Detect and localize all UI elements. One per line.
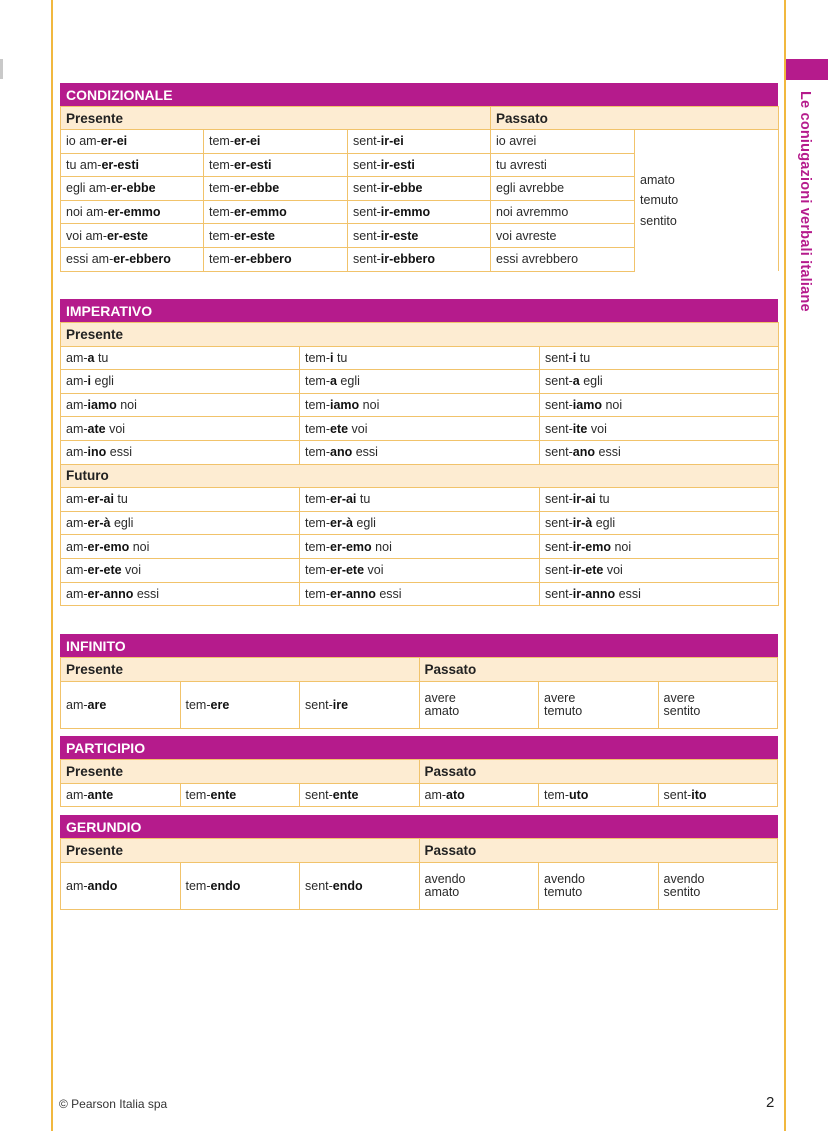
verb-stem: sent-	[353, 157, 381, 172]
imperativo-table	[60, 322, 779, 606]
verb-pronoun: essi	[375, 586, 402, 601]
verb-ending: er-ei	[234, 134, 261, 149]
verb-ending: ino	[87, 445, 107, 460]
compound-form-cell	[419, 863, 539, 910]
condizionale-table	[60, 106, 779, 272]
participle: amato	[424, 704, 460, 718]
verb-pronoun: tu	[333, 350, 348, 365]
participle: amato	[640, 172, 675, 187]
verb-pronoun: essi	[352, 445, 378, 460]
conjugation-cell	[61, 511, 300, 535]
verb-stem: am-	[66, 516, 88, 531]
conjugation-cell	[658, 784, 778, 807]
verb-stem: voi am-	[66, 228, 107, 243]
table-row	[61, 440, 779, 464]
verb-pronoun: noi	[129, 539, 150, 554]
verb-stem: am-	[66, 586, 88, 601]
conjugation-cell	[540, 582, 779, 606]
verb-stem: tem-	[305, 516, 330, 531]
verb-pronoun: egli	[579, 374, 603, 389]
verb-stem: sent-	[545, 350, 573, 365]
verb-pronoun: tu	[595, 492, 610, 507]
participle: amato	[424, 885, 460, 899]
conjugation-cell	[348, 224, 491, 248]
cell-text: tu avresti	[496, 157, 547, 172]
verb-ending: endo	[210, 879, 241, 893]
verb-ending: ere	[210, 698, 230, 712]
verb-ending: er-anno	[330, 586, 376, 601]
verb-ending: i	[87, 374, 92, 389]
gerundio-table	[60, 838, 778, 910]
auxiliary: avendo	[544, 872, 586, 886]
gerundio-section	[60, 815, 778, 910]
conjugation-cell	[540, 346, 779, 370]
conjugation-cell	[300, 370, 540, 394]
verb-ending: ano	[572, 445, 596, 460]
conjugation-cell	[300, 682, 420, 729]
section-title: PARTICIPIO	[60, 736, 778, 759]
compound-form-cell	[539, 682, 659, 729]
verb-ending: er-ete	[330, 563, 365, 578]
table-row	[61, 488, 779, 512]
footer-copyright: © Pearson Italia spa	[59, 1097, 168, 1111]
verb-stem: sent-	[545, 421, 573, 436]
compound-form-cell	[419, 682, 539, 729]
cell-text: noi avremmo	[496, 205, 569, 220]
verb-stem: tem-	[185, 698, 211, 712]
participio-table	[60, 759, 778, 807]
section-title: CONDIZIONALE	[60, 83, 778, 106]
auxiliary: avendo	[663, 872, 705, 886]
verb-stem: noi am-	[66, 205, 108, 220]
verb-ending: er-ai	[330, 492, 357, 507]
cell-text: voi avreste	[496, 228, 557, 243]
verb-ending: iamo	[572, 398, 602, 413]
verb-ending: er-ebbe	[110, 181, 156, 196]
verb-ending: er-este	[234, 228, 275, 243]
verb-pronoun: voi	[121, 563, 142, 578]
conjugation-cell	[61, 346, 300, 370]
compound-form-cell	[658, 863, 778, 910]
compound-form-cell	[539, 863, 659, 910]
verb-ending: er-ebbero	[234, 252, 292, 267]
verb-ending: i	[572, 350, 577, 365]
verb-stem: tem-	[305, 539, 330, 554]
verb-ending: ite	[572, 421, 588, 436]
conjugation-cell	[300, 346, 540, 370]
verb-stem: tem-	[209, 134, 234, 149]
verb-stem: tem-	[305, 445, 330, 460]
verb-pronoun: tu	[113, 492, 128, 507]
verb-stem: egli am-	[66, 181, 111, 196]
verb-pronoun: noi	[359, 398, 380, 413]
verb-pronoun: noi	[371, 539, 392, 554]
verb-stem: io am-	[66, 134, 101, 149]
verb-stem: essi am-	[66, 252, 114, 267]
conjugation-cell	[204, 200, 348, 224]
verb-pronoun: tu	[94, 350, 109, 365]
conjugation-cell	[348, 177, 491, 201]
conjugation-cell	[61, 488, 300, 512]
verb-stem: am-	[66, 398, 88, 413]
verb-stem: am-	[424, 788, 447, 802]
verb-pronoun: egli	[592, 516, 616, 531]
conjugation-cell	[204, 130, 348, 154]
subheader-passato: Passato	[419, 760, 778, 784]
table-row	[61, 346, 779, 370]
verb-ending: ir-esti	[380, 157, 415, 172]
participle: sentito	[663, 885, 701, 899]
verb-ending: ire	[332, 698, 349, 712]
verb-ending: er-ebbe	[234, 181, 280, 196]
participio-section	[60, 736, 778, 807]
infinito-table	[60, 657, 778, 729]
verb-stem: sent-	[353, 252, 381, 267]
participles-cell	[635, 130, 779, 272]
verb-stem: sent-	[545, 445, 573, 460]
verb-ending: ir-ebbe	[380, 181, 423, 196]
verb-ending: ir-emmo	[380, 205, 431, 220]
verb-stem: sent-	[545, 516, 573, 531]
verb-stem: sent-	[663, 788, 692, 802]
verb-ending: ente	[210, 788, 237, 802]
verb-ending: ir-anno	[572, 586, 616, 601]
table-row	[61, 370, 779, 394]
verb-ending: a	[330, 374, 337, 389]
verb-stem: tem-	[209, 228, 234, 243]
verb-ending: ir-à	[572, 516, 593, 531]
auxiliary: avere	[424, 691, 456, 705]
auxiliary: avendo	[424, 872, 466, 886]
verb-pronoun: voi	[587, 421, 607, 436]
verb-stem: tem-	[305, 492, 330, 507]
conjugation-cell	[300, 417, 540, 441]
conjugation-cell	[61, 130, 204, 154]
verb-stem: tem-	[544, 788, 569, 802]
compound-form-cell	[658, 682, 778, 729]
verb-ending: iamo	[87, 398, 117, 413]
table-row	[61, 417, 779, 441]
verb-ending: ante	[87, 788, 114, 802]
subheader-presente: Presente	[61, 760, 420, 784]
participle: temuto	[544, 885, 583, 899]
verb-ending: a	[572, 374, 580, 389]
conjugation-cell	[61, 200, 204, 224]
conjugation-cell	[61, 153, 204, 177]
subheader-passato: Passato	[419, 658, 778, 682]
verb-ending: er-à	[330, 516, 353, 531]
conjugation-cell	[61, 393, 300, 417]
verb-ending: are	[87, 698, 107, 712]
conjugation-cell	[61, 224, 204, 248]
subheader-presente: Presente	[61, 839, 420, 863]
conjugation-cell	[540, 535, 779, 559]
verb-stem: sent-	[545, 563, 573, 578]
verb-stem: tem-	[305, 398, 330, 413]
verb-ending: er-esti	[234, 157, 272, 172]
conjugation-cell	[204, 177, 348, 201]
verb-ending: er-ebbero	[113, 252, 171, 267]
conjugation-cell	[180, 682, 300, 729]
passato-aux-cell	[491, 247, 635, 271]
verb-stem: sent-	[305, 698, 333, 712]
verb-stem: sent-	[305, 788, 333, 802]
verb-pronoun: noi	[601, 398, 623, 413]
verb-stem: tem-	[305, 421, 330, 436]
conjugation-cell	[204, 247, 348, 271]
verb-ending: er-emmo	[234, 205, 287, 220]
table-row	[61, 535, 779, 559]
verb-stem: tu am-	[66, 157, 102, 172]
verb-stem: sent-	[545, 492, 573, 507]
verb-ending: er-emo	[87, 539, 130, 554]
conjugation-cell	[540, 440, 779, 464]
subheader-passato: Passato	[419, 839, 778, 863]
verb-ending: ir-ebbero	[380, 252, 435, 267]
verb-stem: am-	[66, 788, 88, 802]
conjugation-cell	[300, 535, 540, 559]
verb-stem: tem-	[209, 181, 234, 196]
section-title: GERUNDIO	[60, 815, 778, 838]
conjugation-cell	[300, 393, 540, 417]
verb-ending: ir-ai	[572, 492, 596, 507]
verb-stem: tem-	[185, 879, 211, 893]
verb-ending: endo	[332, 879, 363, 893]
infinito-section	[60, 634, 778, 729]
conjugation-cell	[348, 247, 491, 271]
verb-pronoun: egli	[336, 374, 360, 389]
left-margin-rule	[51, 0, 53, 1131]
verb-pronoun: noi	[611, 539, 632, 554]
verb-stem: am-	[66, 879, 88, 893]
participle: temuto	[544, 704, 583, 718]
verb-stem: am-	[66, 492, 88, 507]
table-row	[61, 582, 779, 606]
subheader-presente: Presente	[61, 658, 420, 682]
verb-ending: i	[330, 350, 334, 365]
subheader-presente: Presente	[61, 107, 491, 130]
verb-pronoun: voi	[105, 421, 126, 436]
right-margin-rule	[784, 0, 786, 1131]
conjugation-cell	[180, 784, 300, 807]
conjugation-cell	[61, 370, 300, 394]
verb-stem: tem-	[305, 350, 330, 365]
conjugation-cell	[300, 440, 540, 464]
conjugation-cell	[61, 784, 181, 807]
verb-ending: ato	[446, 788, 465, 802]
conjugation-cell	[204, 224, 348, 248]
verb-pronoun: tu	[576, 350, 591, 365]
page-number: 2	[766, 1094, 775, 1111]
verb-ending: er-este	[106, 228, 148, 243]
verb-stem: sent-	[353, 181, 381, 196]
verb-pronoun: noi	[116, 398, 137, 413]
cell-text: essi avrebbero	[496, 252, 579, 267]
verb-ending: er-ete	[87, 563, 122, 578]
verb-pronoun: essi	[133, 586, 160, 601]
verb-pronoun: egli	[91, 374, 114, 389]
verb-pronoun: egli	[352, 516, 376, 531]
verb-stem: sent-	[353, 228, 381, 243]
verb-ending: ir-este	[380, 228, 419, 243]
verb-pronoun: essi	[595, 445, 621, 460]
verb-stem: tem-	[305, 563, 330, 578]
auxiliary: avere	[663, 691, 695, 705]
verb-stem: sent-	[305, 879, 333, 893]
verb-stem: tem-	[209, 252, 234, 267]
verb-pronoun: voi	[603, 563, 623, 578]
verb-pronoun: essi	[106, 445, 132, 460]
conjugation-cell	[61, 535, 300, 559]
verb-stem: tem-	[305, 586, 330, 601]
imperativo-section	[60, 299, 778, 606]
verb-stem: am-	[66, 350, 88, 365]
conjugation-cell	[540, 558, 779, 582]
passato-aux-cell	[491, 153, 635, 177]
conjugation-cell	[61, 558, 300, 582]
verb-stem: am-	[66, 563, 88, 578]
conjugation-cell	[61, 417, 300, 441]
verb-ending: er-à	[87, 516, 111, 531]
passato-aux-cell	[491, 177, 635, 201]
conjugation-cell	[540, 370, 779, 394]
subheader-passato: Passato	[491, 107, 779, 130]
cell-text: io avrei	[496, 134, 537, 149]
verb-stem: sent-	[545, 586, 573, 601]
participle: sentito	[640, 213, 677, 228]
verb-ending: iamo	[330, 398, 360, 413]
verb-stem: sent-	[353, 134, 381, 149]
section-title: INFINITO	[60, 634, 778, 657]
verb-stem: sent-	[545, 539, 573, 554]
passato-aux-cell	[491, 224, 635, 248]
verb-stem: am-	[66, 698, 88, 712]
verb-stem: tem-	[185, 788, 211, 802]
conjugation-cell	[61, 863, 181, 910]
conjugation-cell	[348, 200, 491, 224]
conjugation-cell	[300, 784, 420, 807]
participle: temuto	[640, 193, 679, 208]
table-row	[61, 511, 779, 535]
page-edge-marker	[0, 59, 3, 79]
verb-ending: ate	[87, 421, 106, 436]
conjugation-cell	[61, 177, 204, 201]
verb-stem: am-	[66, 421, 88, 436]
verb-ending: er-emo	[330, 539, 372, 554]
table-row	[61, 130, 779, 154]
section-title: IMPERATIVO	[60, 299, 778, 322]
conjugation-cell	[300, 511, 540, 535]
verb-pronoun: tu	[356, 492, 371, 507]
verb-ending: er-ai	[87, 492, 114, 507]
conjugation-cell	[300, 488, 540, 512]
subheader-futuro: Futuro	[61, 464, 779, 488]
verb-ending: er-emmo	[107, 205, 161, 220]
table-row	[61, 558, 779, 582]
passato-aux-cell	[491, 130, 635, 154]
verb-ending: er-esti	[101, 157, 139, 172]
verb-pronoun: egli	[110, 516, 134, 531]
conjugation-cell	[540, 393, 779, 417]
verb-ending: ir-ei	[380, 134, 404, 149]
conjugation-cell	[61, 440, 300, 464]
conjugation-cell	[348, 130, 491, 154]
verb-stem: am-	[66, 374, 88, 389]
conjugation-cell	[61, 682, 181, 729]
conjugation-cell	[540, 488, 779, 512]
conjugation-cell	[61, 582, 300, 606]
verb-ending: uto	[569, 788, 589, 802]
verb-pronoun: essi	[615, 586, 641, 601]
auxiliary: avere	[544, 691, 576, 705]
condizionale-section	[60, 83, 778, 272]
conjugation-cell	[348, 153, 491, 177]
verb-stem: am-	[66, 539, 88, 554]
conjugation-cell	[539, 784, 659, 807]
conjugation-cell	[61, 247, 204, 271]
chapter-tab	[786, 59, 828, 80]
table-row	[61, 393, 779, 417]
verb-stem: tem-	[305, 374, 330, 389]
verb-ending: ente	[332, 788, 359, 802]
verb-ending: ando	[87, 879, 118, 893]
verb-stem: sent-	[353, 205, 381, 220]
verb-ending: er-ei	[100, 134, 128, 149]
conjugation-cell	[300, 558, 540, 582]
verb-ending: ito	[691, 788, 707, 802]
conjugation-cell	[300, 863, 420, 910]
verb-stem: am-	[66, 445, 88, 460]
cell-text: egli avrebbe	[496, 181, 565, 196]
conjugation-cell	[204, 153, 348, 177]
conjugation-cell	[540, 417, 779, 441]
participle: sentito	[663, 704, 701, 718]
passato-aux-cell	[491, 200, 635, 224]
verb-stem: sent-	[545, 398, 573, 413]
conjugation-cell	[180, 863, 300, 910]
verb-stem: tem-	[209, 205, 234, 220]
verb-ending: ete	[330, 421, 349, 436]
verb-stem: tem-	[209, 157, 234, 172]
verb-ending: er-anno	[87, 586, 134, 601]
verb-ending: a	[87, 350, 95, 365]
side-title: Le coniugazioni verbali italiane	[797, 91, 813, 312]
verb-pronoun: voi	[348, 421, 368, 436]
conjugation-cell	[540, 511, 779, 535]
verb-pronoun: voi	[364, 563, 384, 578]
subheader-presente: Presente	[61, 323, 779, 347]
conjugation-cell	[300, 582, 540, 606]
verb-stem: sent-	[545, 374, 573, 389]
verb-ending: ano	[330, 445, 353, 460]
conjugation-cell	[419, 784, 539, 807]
verb-ending: ir-ete	[572, 563, 604, 578]
verb-ending: ir-emo	[572, 539, 611, 554]
